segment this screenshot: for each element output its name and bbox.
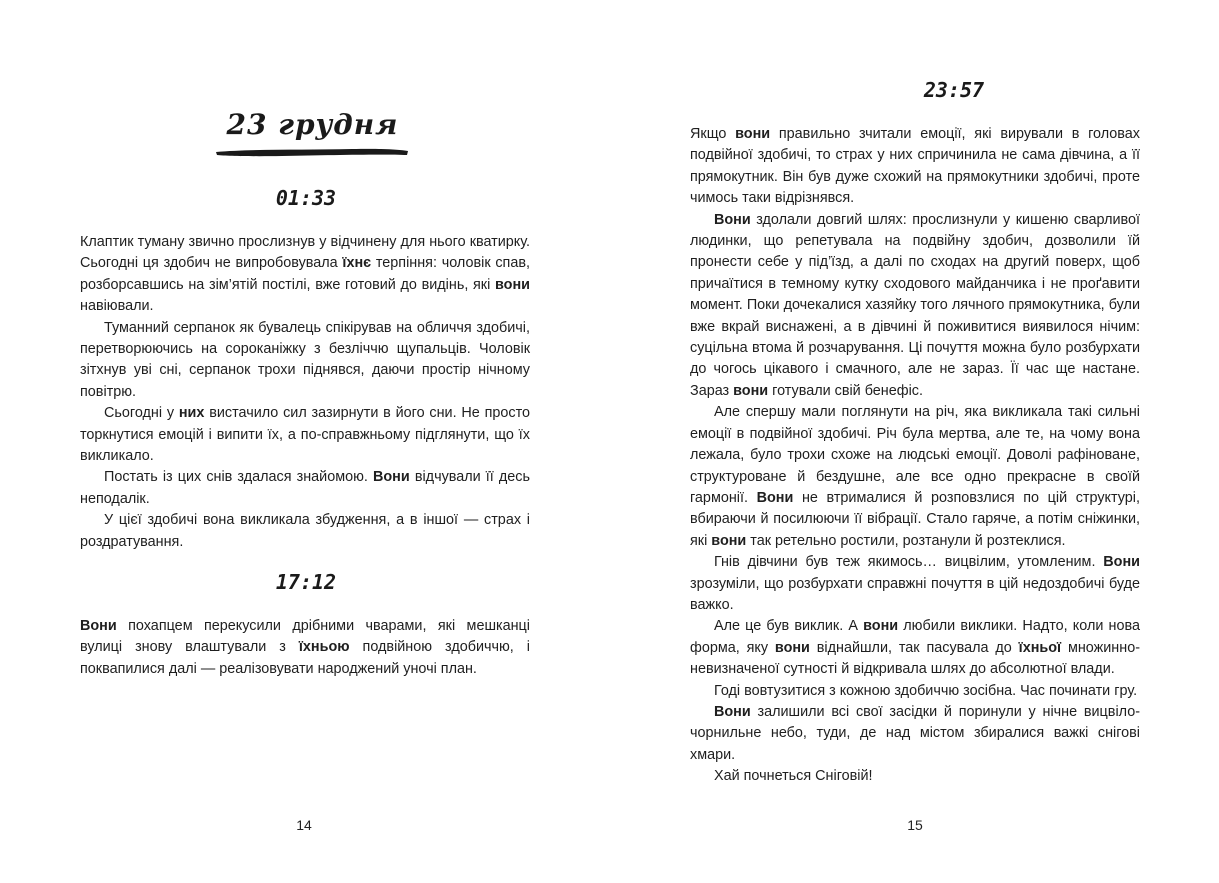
brush-underline (212, 140, 412, 164)
left-s1-paragraph: Сьогодні у них вистачило сил зазирнути в його сни. Не просто торкнутися емоцій і випити їх, а по-справжньому підглянути, що їх викликало. (80, 405, 531, 465)
emphasis: вони (774, 639, 810, 656)
emphasis: їхньою (298, 639, 350, 656)
left-s1-paragraph: Постать із цих снів здалася знайомою. Вони відчували її десь неподалік. (80, 469, 530, 507)
emphasis: вони (733, 382, 769, 399)
left-section2-text (80, 616, 530, 680)
right-s1-paragraph: Гнів дівчини був теж якимось… вицвілим, утомленим. Вони зрозуміли, що розбурхати справжні почуття в цій недоздобичі буде важко. (690, 554, 1140, 613)
right-s1-paragraph: Але це був виклик. А вони любили виклики. Надто, коли нова форма, яку вони віднайшли, так пасувала до їхньої множинно-невизначеної сутності й відкривала шлях до абсолютної влади. (690, 618, 1140, 678)
emphasis: їхньої (1018, 639, 1062, 656)
right-s1-paragraph: Вони залишили всі свої засідки й поринули у нічне вицвіло-чорнильне небо, туди, де над містом збиралися важкі снігові хмари. (690, 703, 1140, 763)
page-number-left: 14 (296, 817, 312, 833)
time-heading-1: 01:33 (275, 186, 337, 210)
time-heading-3: 23:57 (923, 78, 985, 102)
right-s1-paragraph: Хай почнеться Сніговій! (714, 768, 873, 785)
emphasis: Вони (1103, 554, 1140, 571)
left-s1-paragraph: У цієї здобичі вона викликала збудження, а в іншої — страх і роздратування. (80, 512, 530, 550)
left-s1-paragraph: Клаптик туману звично прослизнув у відчинену для нього кватирку. Сьогодні ця здобич не випробовувала їхнє терпіння: чоловік спав, розборсавшись на зім’ятій постілі, вже готовий до видінь, які вони навіювали. (80, 234, 530, 315)
left-s2-paragraph: Вони похапцем перекусили дрібними чварами, які мешканці вулиці знову влаштували з їхньою подвійною здобиччю, і поквапилися далі — реалізовувати народжений уночі план. (80, 618, 530, 677)
emphasis: Вони (756, 489, 794, 506)
emphasis: вони (735, 126, 771, 142)
right-s1-paragraph: Годі вовтузитися з кожною здобиччю зосібна. Час починати гру. (714, 682, 1138, 699)
time-heading-2: 17:12 (275, 570, 337, 594)
emphasis: Вони (373, 469, 410, 486)
chapter-title: 23 грудня (226, 108, 399, 141)
page-number-right: 15 (907, 817, 923, 833)
emphasis: Вони (714, 703, 751, 720)
right-s1-paragraph: Вони здолали довгий шлях: прослизнули у кишеню сварливої людинки, що репетувала на подвійну здобич, дозволили їй пронести себе у під’їзд, а далі по сходах на другий поверх, щоб причаїтися в темному кутку сходового майданчика і не проґавити момент. Поки дочекалися хазяйку того лячного прямокутника, були вже вкрай виснажені, а в дівчині й поживитися виявилося нічим: суцільна втома й розчарування. Ці почуття можна було розбурхати до чогось цікавого і смачного, але не зараз. Її час ще настане. Зараз вони готували свій бенефіс. (690, 211, 1140, 399)
left-page (0, 0, 609, 883)
emphasis: їхнє (342, 255, 372, 272)
right-section-text (690, 124, 1140, 788)
emphasis: вони (495, 276, 530, 293)
emphasis: вони (711, 532, 747, 549)
emphasis: Вони (714, 211, 751, 228)
left-section1-text (80, 232, 530, 553)
right-s1-paragraph: Якщо вони правильно зчитали емоції, які вирували в головах подвійної здобичі, то страх у них спричинила не сама дівчина, а її прямокутник. Він був дуже схожий на прямокутники здобичі, проте чимось таки відрізнявся. (690, 126, 1140, 207)
emphasis: вони (863, 618, 899, 635)
emphasis: них (178, 405, 205, 422)
left-s1-paragraph: Туманний серпанок як бувалець спікірував на обличчя здобичі, перетворюючись на сороканіжку з безліччю щупальців. Чоловік зітхнув уві сні, серпанок трохи піднявся, даючи простір нічному повітрю. (80, 319, 530, 400)
emphasis: Вони (80, 618, 117, 634)
right-s1-paragraph: Але спершу мали поглянути на річ, яка викликала такі сильні емоції в подвійної здобичі. Річ була мертва, але те, на чому вона лежала, було трохи схоже на людські емоції. Доволі рафіноване, структуроване й бездушне, але все одно прекрасне в своїй гармонії. Вони не втрималися й розповзлися по цій структурі, вбираючи й посилюючи її вібрації. Стало гаряче, а потім сніжинки, які вони так ретельно ростили, розтанули й розтеклися. (690, 404, 1140, 549)
right-page (610, 0, 1219, 883)
